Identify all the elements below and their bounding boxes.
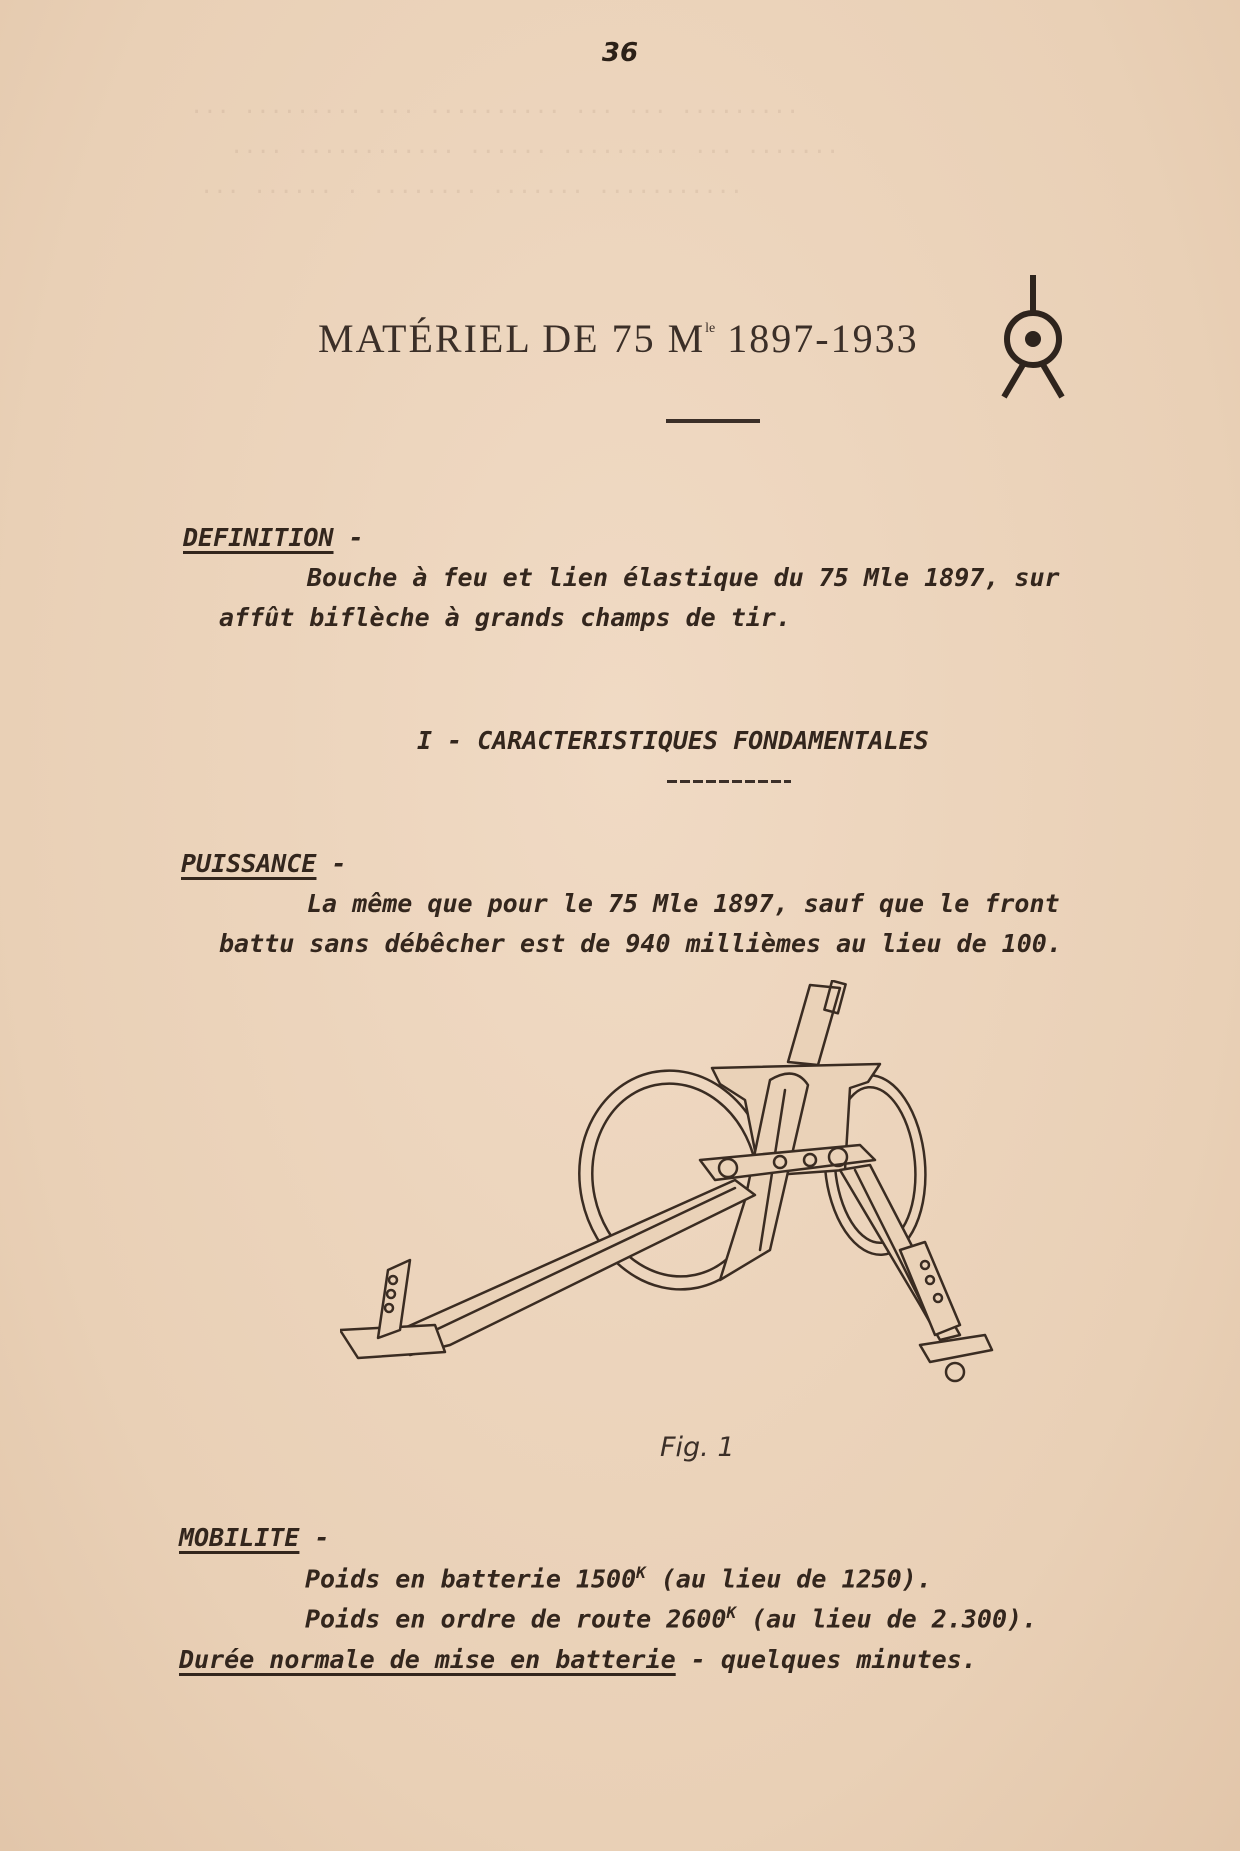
puissance-dash: -	[316, 849, 347, 878]
puissance-heading-label: PUISSANCE	[181, 849, 317, 878]
definition-dash: -	[333, 523, 364, 552]
show-through-text: ··· ······ · ········ ······· ···········	[200, 180, 744, 205]
puissance-line-1: La même que pour le 75 Mle 1897, sauf que le front	[307, 889, 1060, 918]
mobilite-line-2-rest: (au lieu de 2.300).	[736, 1604, 1038, 1634]
figure-caption: Fig. 1	[660, 1432, 735, 1463]
definition-line-2: affût biflèche à grands champs de tir.	[219, 603, 791, 632]
title-main: MATÉRIEL DE 75 M	[318, 316, 706, 361]
show-through-text: ··· ········· ··· ·········· ··· ··· ·········	[190, 100, 800, 125]
mobilite-heading-label: MOBILITE	[179, 1523, 300, 1552]
mobilite-dash: -	[299, 1523, 330, 1552]
mise-en-batterie-value: - quelques minutes.	[675, 1645, 977, 1674]
show-through-text: ···· ············ ······ ········· ··· ·······	[230, 140, 840, 165]
mobilite-line-2	[305, 1603, 1037, 1633]
mise-en-batterie-label: Durée normale de mise en batterie	[179, 1645, 676, 1674]
section-title: I - CARACTERISTIQUES FONDAMENTALES	[417, 726, 929, 755]
title-year: 1897-1933	[727, 316, 919, 361]
mobilite-line-1-sup: K	[636, 1563, 646, 1582]
mobilite-line-3	[179, 1645, 977, 1674]
title-sup: le	[705, 321, 716, 336]
field-gun-drawing-icon	[340, 980, 1060, 1425]
title-divider	[666, 419, 760, 423]
puissance-heading	[181, 849, 347, 878]
definition-heading	[183, 523, 364, 552]
mobilite-line-1	[305, 1563, 932, 1593]
mobilite-line-2-sup: K	[726, 1603, 737, 1622]
page-number: 36	[601, 38, 639, 68]
mobilite-heading	[179, 1523, 330, 1552]
mobilite-line-1-text: Poids en batterie 1500	[305, 1564, 637, 1594]
mobilite-line-1-rest: (au lieu de 1250).	[645, 1564, 932, 1594]
puissance-line-2: battu sans débêcher est de 940 millièmes au lieu de 100.	[219, 929, 1062, 958]
page-title	[318, 315, 919, 362]
definition-line-1: Bouche à feu et lien élastique du 75 Mle 1897, sur	[307, 563, 1060, 592]
mobilite-line-2-text: Poids en ordre de route 2600	[305, 1604, 727, 1634]
section-divider	[667, 780, 791, 783]
artillery-emblem-icon	[996, 273, 1070, 401]
definition-heading-label: DEFINITION	[183, 523, 334, 552]
